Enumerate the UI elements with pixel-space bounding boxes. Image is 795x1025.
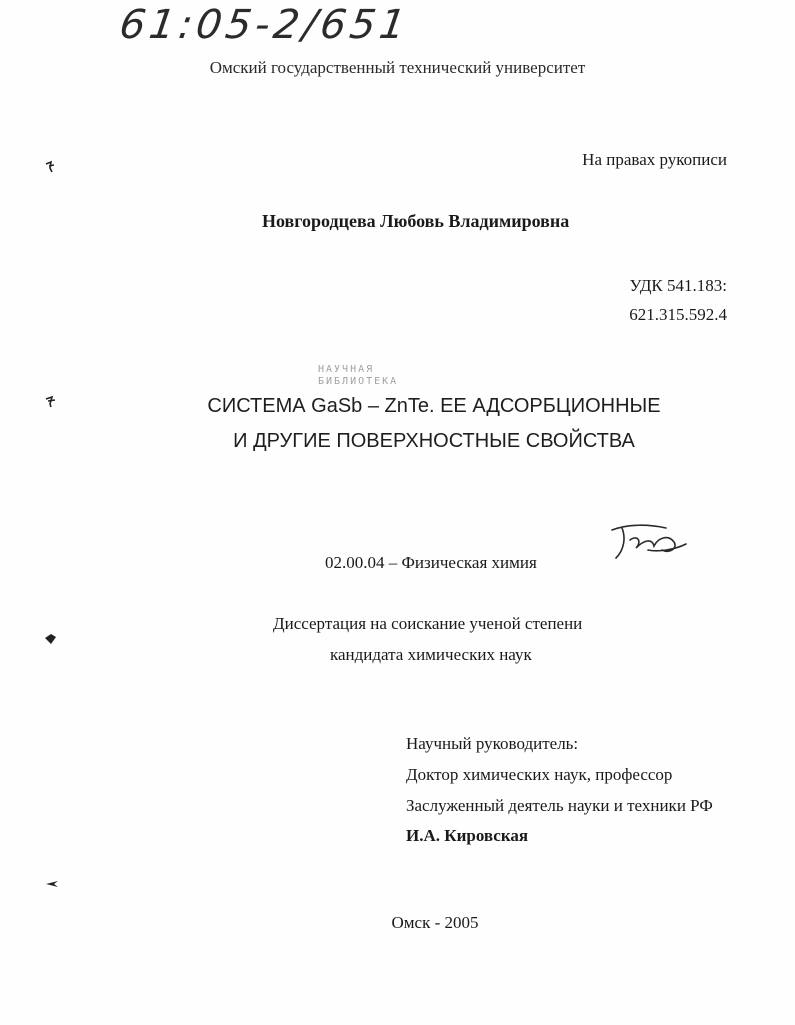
stamp-line-1: НАУЧНАЯ	[318, 364, 375, 375]
dissertation-line-1: Диссертация на соискание ученой степени	[273, 614, 583, 633]
scan-mark-icon	[44, 160, 58, 174]
title-line-2: И ДРУГИЕ ПОВЕРХНОСТНЫЕ СВОЙСТВА	[233, 430, 635, 452]
scan-mark-icon	[44, 395, 58, 409]
library-stamp	[318, 364, 398, 388]
supervisor-name: И.А. Кировская	[406, 826, 529, 845]
scan-mark-icon	[44, 878, 60, 890]
archive-code: 61:05-2/651	[116, 2, 413, 48]
supervisor-degree: Доктор химических наук, профессор	[406, 765, 673, 784]
city-year: Омск - 2005	[391, 913, 479, 932]
udk-line-1: УДК 541.183:	[629, 276, 727, 295]
title-line-1: СИСТЕМА GaSb – ZnTe. ЕЕ АДСОРБЦИОННЫЕ	[207, 395, 661, 417]
rights-note: На правах рукописи	[582, 150, 727, 169]
dissertation-line-2: кандидата химических наук	[330, 645, 532, 664]
signature-icon	[608, 520, 690, 562]
supervisor-label: Научный руководитель:	[406, 734, 579, 753]
supervisor-honor: Заслуженный деятель науки и техники РФ	[406, 796, 713, 815]
university-name: Омский государственный технический университет	[209, 58, 586, 77]
scan-mark-icon	[43, 632, 59, 646]
stamp-line-2: БИБЛИОТЕКА	[318, 376, 399, 387]
udk-line-2: 621.315.592.4	[629, 305, 727, 324]
author-name: Новгородцева Любовь Владимировна	[262, 211, 570, 231]
specialty: 02.00.04 – Физическая химия	[325, 553, 537, 572]
